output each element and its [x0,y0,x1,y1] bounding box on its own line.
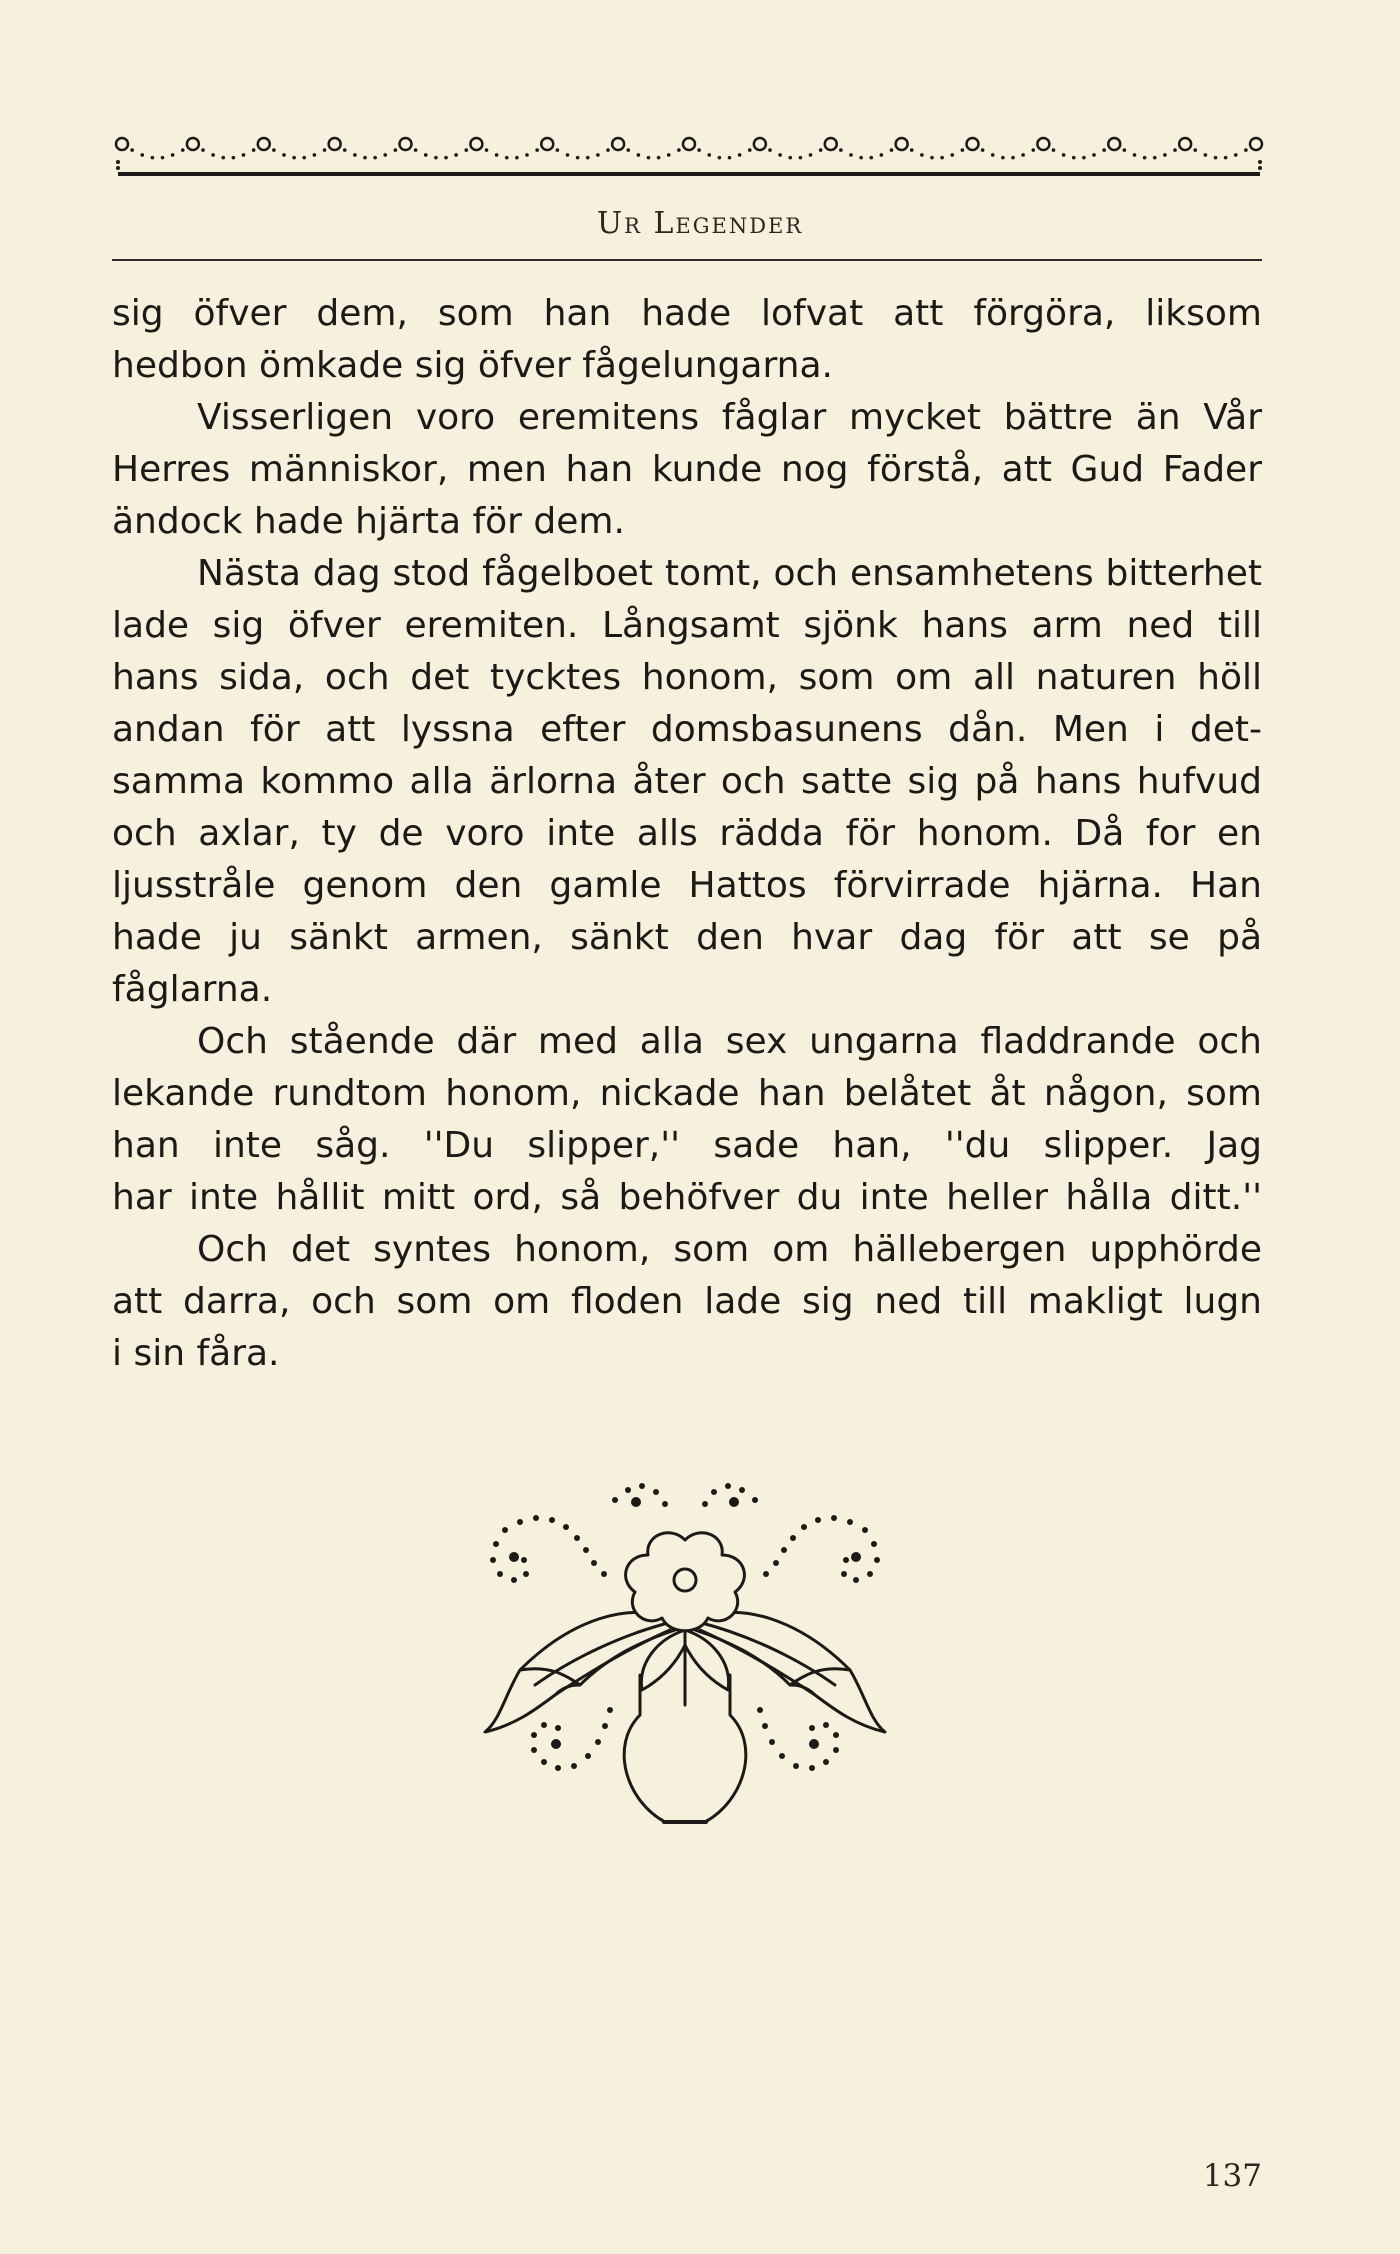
text-line: Visserligen voro eremitens fåglar mycket bättre än Vår [197,397,1262,438]
body-text [112,288,1262,1380]
header-rule [112,259,1262,261]
text-line: i sin fåra. [112,1333,280,1374]
text-line: andan för att lyssna efter domsbasunens dån. Men i det- [112,709,1262,750]
page-number: 137 [1202,2158,1262,2194]
text-line: han inte såg. ''Du slipper,'' sade han, ''du slipper. Jag [112,1125,1262,1166]
text-line: fåglarna. [112,969,273,1010]
text-line: hans sida, och det tycktes honom, som om all naturen höll [112,657,1262,698]
running-head: Ur Legender [596,206,804,241]
text-line: Och det syntes honom, som om hällebergen upphörde [197,1229,1262,1270]
text-line: Nästa dag stod fågelboet tomt, och ensamhetens bitterhet [197,553,1262,594]
text-line: lade sig öfver eremiten. Långsamt sjönk hans arm ned till [112,605,1262,646]
flower-vase-ornament [460,1470,910,1830]
text-line: samma kommo alla ärlorna åter och satte sig på hans hufvud [112,761,1262,802]
decorative-border-ornament [112,128,1266,178]
text-line: Herres människor, men han kunde nog förstå, att Gud Fader [112,449,1262,490]
text-line: ändock hade hjärta för dem. [112,501,625,542]
text-line: ljusstråle genom den gamle Hattos förvirrade hjärna. Han [112,865,1262,906]
text-line: sig öfver dem, som han hade lofvat att förgöra, liksom [112,293,1262,334]
text-line: Och stående där med alla sex ungarna fladdrande och [197,1021,1262,1062]
text-line: har inte hållit mitt ord, så behöfver du inte heller hålla ditt.'' [112,1177,1262,1218]
text-line: att darra, och som om floden lade sig ned till makligt lugn [112,1281,1262,1322]
text-line: och axlar, ty de voro inte alls rädda för honom. Då for en [112,813,1262,854]
text-line: lekande rundtom honom, nickade han belåtet åt någon, som [112,1073,1262,1114]
text-line: hedbon ömkade sig öfver fågelungarna. [112,345,833,386]
text-line: hade ju sänkt armen, sänkt den hvar dag för att se på [112,917,1262,958]
